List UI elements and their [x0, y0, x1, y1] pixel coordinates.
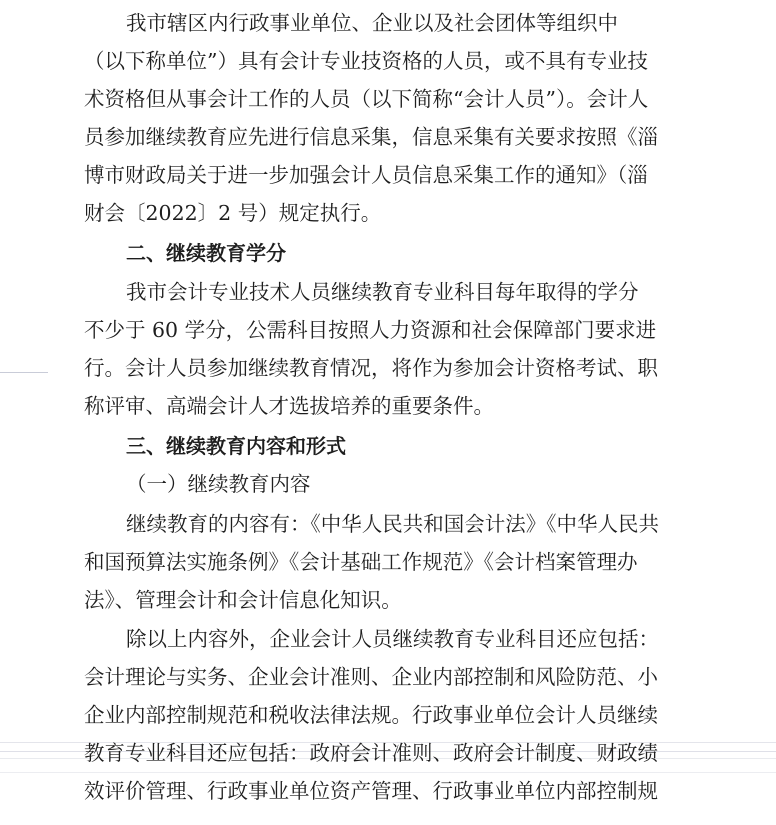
scan-artifact-line	[0, 772, 776, 773]
paragraph-line: 教育专业科目还应包括：政府会计准则、政府会计制度、财政绩	[84, 741, 658, 765]
paragraph-line: 法》、管理会计和会计信息化知识。	[84, 588, 402, 612]
subsection-heading: （一）继续教育内容	[126, 472, 311, 496]
paragraph-line: 企业内部控制规范和税收法律法规。行政事业单位会计人员继续	[84, 703, 658, 727]
paragraph-line: 会计理论与实务、企业会计准则、企业内部控制和风险防范、小	[84, 665, 658, 689]
paragraph-line: 财会〔2022〕2 号）规定执行。	[84, 201, 382, 225]
paragraph-line: 员参加继续教育应先进行信息采集，信息采集有关要求按照《淄	[84, 125, 658, 149]
paragraph-line: 称评审、高端会计人才选拔培养的重要条件。	[84, 394, 494, 418]
paragraph-line: 效评价管理、行政事业单位资产管理、行政事业单位内部控制规	[84, 779, 658, 803]
paragraph-line: 我市会计专业技术人员继续教育专业科目每年取得的学分	[126, 280, 639, 304]
paragraph-line: 和国预算法实施条例》《会计基础工作规范》《会计档案管理办	[84, 550, 638, 574]
paragraph-line: 除以上内容外，企业会计人员继续教育专业科目还应包括：	[126, 627, 659, 651]
scan-artifact-line	[0, 372, 48, 373]
paragraph-line: 继续教育的内容有：《中华人民共和国会计法》《中华人民共	[126, 512, 659, 536]
paragraph-line: 行。会计人员参加继续教育情况，将作为参加会计资格考试、职	[84, 356, 658, 380]
paragraph-line: 我市辖区内行政事业单位、企业以及社会团体等组织中	[126, 11, 618, 35]
paragraph-line: （以下称单位”）具有会计专业技资格的人员，或不具有专业技	[84, 49, 648, 73]
section-heading: 三、继续教育内容和形式	[126, 434, 346, 458]
paragraph-line: 术资格但从事会计工作的人员（以下简称“会计人员”）。会计人	[84, 87, 649, 111]
paragraph-line: 不少于 60 学分，公需科目按照人力资源和社会保障部门要求进	[84, 318, 657, 342]
paragraph-line: 博市财政局关于进一步加强会计人员信息采集工作的通知》（淄	[84, 163, 648, 187]
section-heading: 二、继续教育学分	[126, 241, 286, 265]
